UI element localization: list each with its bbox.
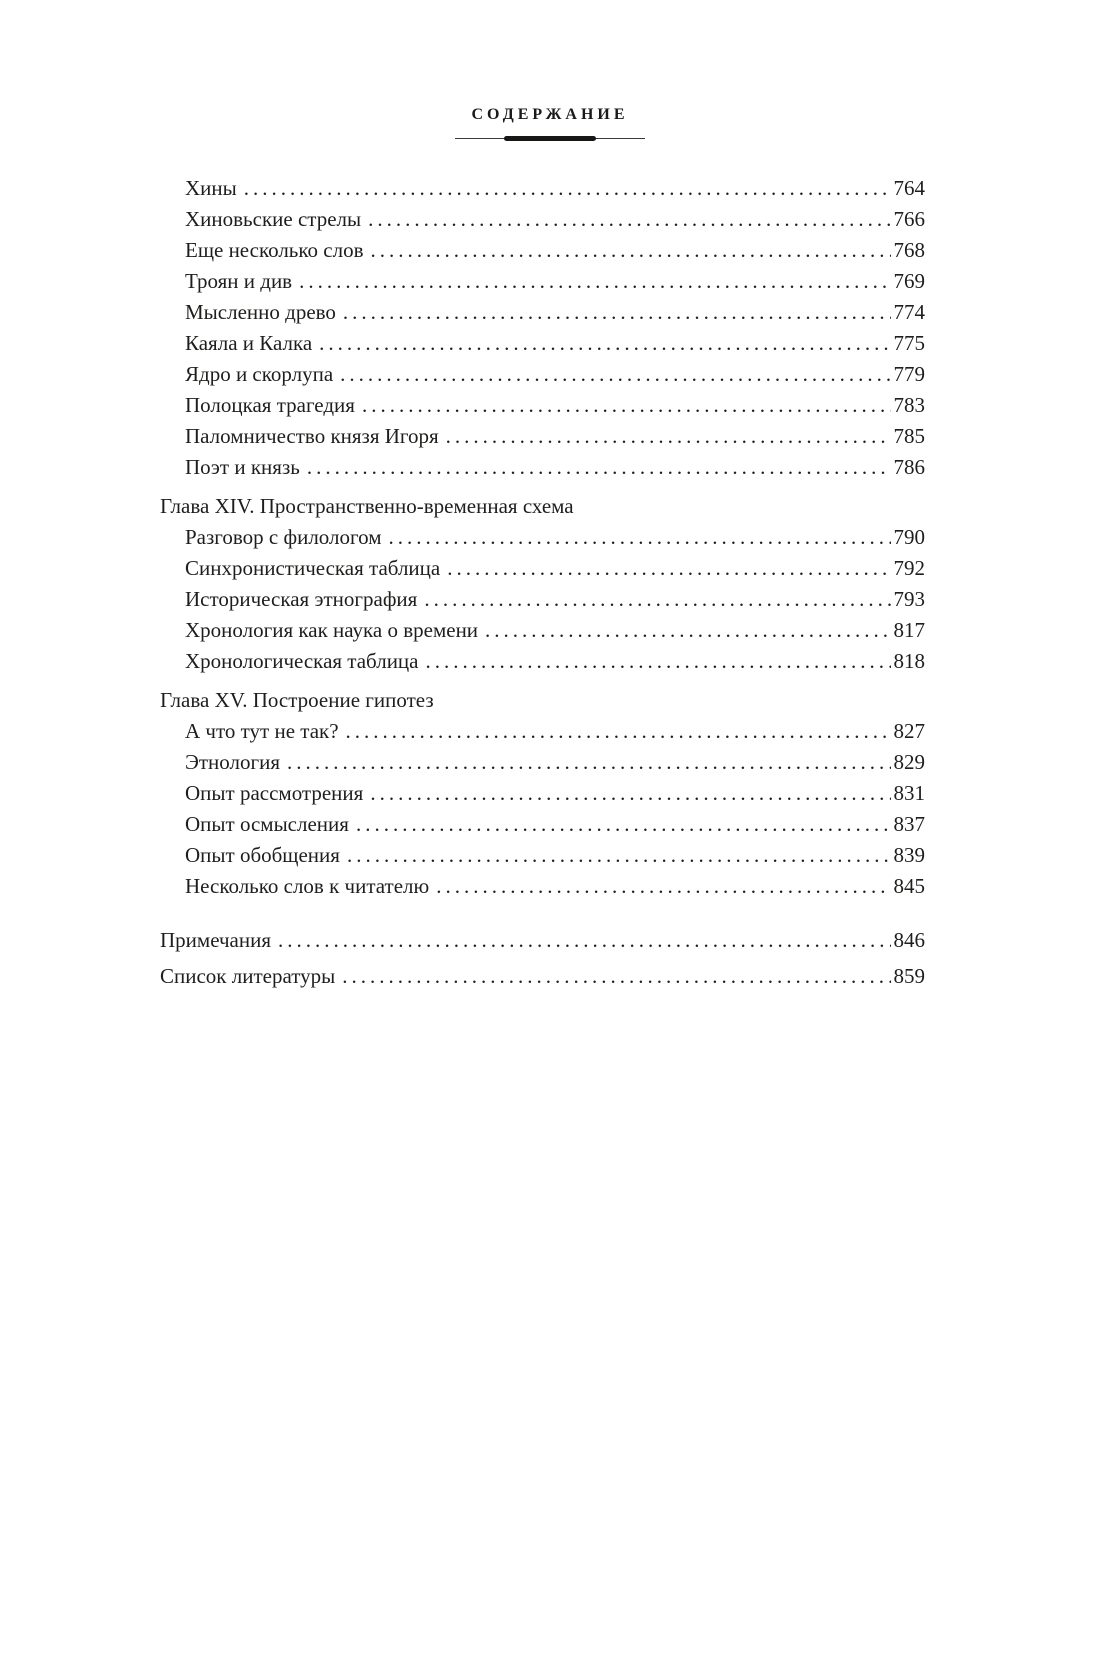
toc-entry-page: 829 (893, 750, 925, 774)
dot-leader (287, 747, 891, 778)
toc-entry (160, 522, 925, 553)
toc-entry (160, 840, 925, 871)
toc-entry (160, 553, 925, 584)
toc-entry-page: 839 (893, 843, 925, 867)
toc-entry-page: 846 (893, 928, 925, 952)
toc-entry-page: 774 (893, 300, 925, 324)
toc-entry (160, 328, 925, 359)
toc-entry-page: 779 (893, 362, 925, 386)
toc-entry-page: 818 (893, 649, 925, 673)
toc-entry (160, 958, 925, 994)
toc-entry-page: 769 (893, 269, 925, 293)
toc-entry-page: 766 (893, 207, 925, 231)
dot-leader (347, 840, 891, 871)
toc-entry-page: 792 (893, 556, 925, 580)
toc-entry-label: Синхронистическая таблица (185, 556, 441, 580)
toc-entry-label: Полоцкая трагедия (185, 393, 355, 417)
dot-leader (426, 646, 891, 677)
dot-leader (346, 716, 891, 747)
contents-title: СОДЕРЖАНИЕ (471, 106, 629, 123)
dot-leader (447, 553, 890, 584)
toc-entry-page: 768 (893, 238, 925, 262)
dot-leader (485, 615, 890, 646)
toc-entry-label: Несколько слов к читателю (185, 874, 430, 898)
toc-group (160, 491, 925, 677)
toc (160, 173, 925, 994)
toc-entry (160, 173, 925, 204)
toc-entry-label: А что тут не так? (185, 719, 339, 743)
dot-leader (356, 809, 891, 840)
toc-entry-page: 790 (893, 525, 925, 549)
toc-entry (160, 778, 925, 809)
toc-entry (160, 747, 925, 778)
toc-entry-label: Опыт осмысления (185, 812, 349, 836)
toc-entry (160, 452, 925, 483)
page-header (0, 0, 1100, 143)
chapter-heading: Глава XV. Построение гипотез (160, 688, 434, 712)
toc-entry-label: Историческая этнография (185, 587, 418, 611)
toc-entry-label: Поэт и князь (185, 455, 300, 479)
chapter-heading: Глава XIV. Пространственно-временная схема (160, 494, 574, 518)
toc-entry (160, 646, 925, 677)
toc-entry-label: Список литературы (160, 964, 336, 988)
toc-entry (160, 615, 925, 646)
toc-group (160, 922, 925, 994)
toc-entry-page: 783 (893, 393, 925, 417)
toc-entry (160, 235, 925, 266)
dot-leader (362, 390, 891, 421)
dot-leader (389, 522, 891, 553)
toc-entry (160, 584, 925, 615)
toc-entry (160, 204, 925, 235)
toc-entry-label: Опыт рассмотрения (185, 781, 364, 805)
toc-entry-label: Хронологическая таблица (185, 649, 419, 673)
toc-entry (160, 421, 925, 452)
toc-entry-label: Хронология как наука о времени (185, 618, 479, 642)
toc-entry-label: Еще несколько слов (185, 238, 364, 262)
toc-entry-page: 785 (893, 424, 925, 448)
toc-entry-page: 764 (893, 176, 925, 200)
toc-entry-page: 786 (893, 455, 925, 479)
dot-leader (424, 584, 890, 615)
header-rule-bar (504, 136, 596, 141)
dot-leader (343, 297, 891, 328)
toc-entry-page: 817 (893, 618, 925, 642)
toc-entry-page: 827 (893, 719, 925, 743)
toc-entry-page: 837 (893, 812, 925, 836)
dot-leader (319, 328, 890, 359)
dot-leader (340, 359, 890, 390)
toc-entry-label: Ядро и скорлупа (185, 362, 334, 386)
dot-leader (436, 871, 890, 902)
toc-entry (160, 297, 925, 328)
toc-entry-label: Опыт обобщения (185, 843, 340, 867)
dot-leader (244, 173, 891, 204)
toc-entry-label: Троян и див (185, 269, 293, 293)
toc-entry (160, 266, 925, 297)
dot-leader (342, 958, 890, 994)
toc-entry-page: 831 (893, 781, 925, 805)
toc-entry-label: Примечания (160, 928, 272, 952)
toc-entry-label: Хины (185, 176, 237, 200)
toc-entry-page: 845 (893, 874, 925, 898)
toc-entry-label: Разговор с филологом (185, 525, 382, 549)
toc-entry-label: Мысленно древо (185, 300, 336, 324)
toc-entry-page: 775 (893, 331, 925, 355)
toc-entry-page: 859 (893, 964, 925, 988)
toc-entry (160, 390, 925, 421)
toc-entry-label: Хиновьские стрелы (185, 207, 362, 231)
dot-leader (368, 204, 890, 235)
toc-entry-label: Этнология (185, 750, 280, 774)
toc-entry (160, 871, 925, 902)
dot-leader (278, 922, 890, 958)
toc-entry (160, 922, 925, 958)
toc-entry (160, 716, 925, 747)
dot-leader (307, 452, 891, 483)
toc-entry-label: Каяла и Калка (185, 331, 313, 355)
toc-entry (160, 809, 925, 840)
dot-leader (370, 778, 890, 809)
dot-leader (446, 421, 891, 452)
toc-entry (160, 359, 925, 390)
toc-group (160, 173, 925, 483)
toc-group (160, 685, 925, 902)
dot-leader (299, 266, 890, 297)
toc-entry-label: Паломничество князя Игоря (185, 424, 439, 448)
dot-leader (371, 235, 891, 266)
header-rule (455, 134, 645, 143)
toc-entry-page: 793 (893, 587, 925, 611)
